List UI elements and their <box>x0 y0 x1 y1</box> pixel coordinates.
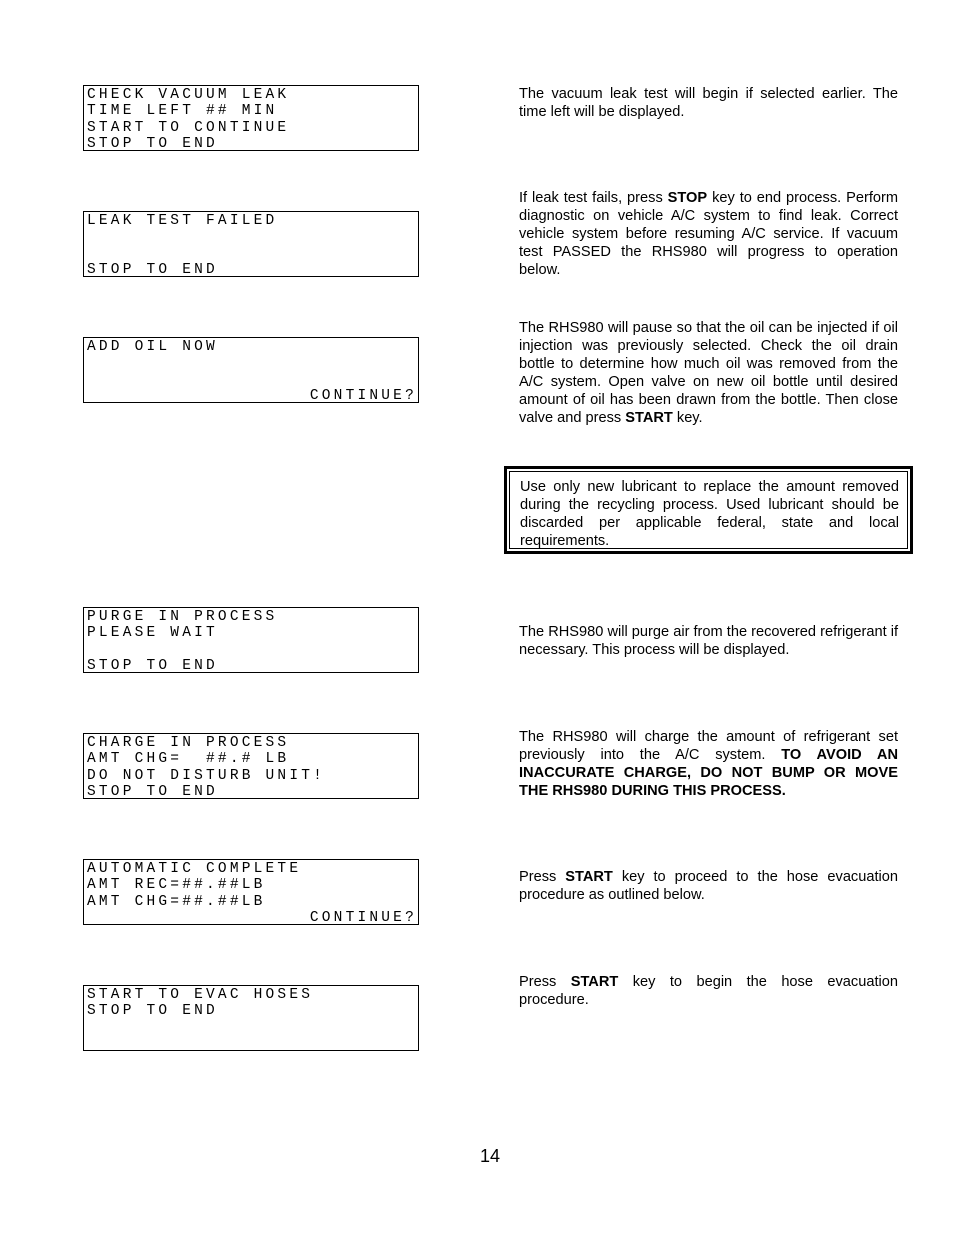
bold-text: START <box>570 974 619 990</box>
desc-vacuum-leak <box>519 85 898 121</box>
bold-text: START <box>565 869 613 885</box>
body-text: Press <box>519 869 566 885</box>
lcd-line: STOP TO END <box>87 1003 218 1020</box>
body-text: key. <box>672 410 703 426</box>
lcd-purge-in-process <box>83 607 419 673</box>
lcd-line: PURGE IN PROCESS <box>87 609 278 625</box>
lcd-line <box>87 1020 418 1036</box>
lcd-automatic-complete <box>83 859 419 925</box>
body-text: The RHS980 will charge the amount of refrigerant set previously into the A/C system. <box>519 729 898 763</box>
bold-text: TO AVOID AN INACCURATE CHARGE, DO NOT BUMP OR MOVE THE RHS980 DURING THIS PROCESS. <box>519 747 898 799</box>
lcd-leak-test-failed <box>83 211 419 277</box>
desc-add-oil <box>519 319 898 427</box>
body-text: Press <box>519 974 571 990</box>
lcd-line: CHARGE IN PROCESS <box>87 735 290 751</box>
lcd-line: STOP TO END <box>87 658 218 675</box>
lcd-line: ADD OIL NOW <box>87 339 218 355</box>
lcd-line: DO NOT DISTURB UNIT! <box>87 767 326 784</box>
lubricant-warning-text: Use only new lubricant to replace the amount removed during the recycling process. Used lubricant should be discarded per applicable federal, state and local requirements. <box>509 471 908 549</box>
desc-evac-hoses <box>519 973 898 1009</box>
lcd-line <box>87 642 418 658</box>
desc-charge <box>519 728 898 800</box>
body-text: If leak test fails, press <box>519 190 668 206</box>
lubricant-warning-box <box>504 466 913 554</box>
page-number: 14 <box>479 1146 501 1166</box>
lcd-line: STOP TO END <box>87 262 218 279</box>
lcd-line: STOP TO END <box>87 784 218 801</box>
lcd-check-vacuum-leak <box>83 85 419 151</box>
lcd-line: AMT REC=##.##LB <box>87 877 266 894</box>
lcd-add-oil-now <box>83 337 419 403</box>
body-text: key to end process. Perform diagnostic on vehicle A/C system to find leak. Correct vehicle system before resuming A/C service. If vacuum test PASSED the RHS980 will progress to operation below. <box>519 190 899 278</box>
lcd-line: START TO EVAC HOSES <box>87 987 314 1003</box>
body-text: key to proceed to the hose evacuation procedure as outlined below. <box>519 869 898 903</box>
lcd-start-to-evac-hoses <box>83 985 419 1051</box>
desc-leak-test-failed <box>519 189 898 279</box>
lcd-line: TIME LEFT ## MIN <box>87 103 278 120</box>
lcd-line <box>87 1036 418 1052</box>
lcd-line <box>87 246 418 262</box>
lcd-line: CHECK VACUUM LEAK <box>87 87 290 103</box>
body-text: key to begin the hose evacuation procedure. <box>519 974 898 1008</box>
lcd-line: AUTOMATIC COMPLETE <box>87 861 302 877</box>
lcd-line <box>87 229 418 245</box>
bold-text: STOP <box>667 190 708 206</box>
desc-purge <box>519 623 898 659</box>
lcd-charge-in-process <box>83 733 419 799</box>
body-text: The RHS980 will pause so that the oil can be injected if oil injection was previously selected. Check the oil drain bottle to determine how much oil was removed from the A/C system. Open valve on new oil bottle until desired amount of oil has been drawn from the bottle. Then close valve and press <box>519 320 898 426</box>
lcd-line: CONTINUE? <box>309 910 417 927</box>
body-text: The RHS980 will purge air from the recovered refrigerant if necessary. This process will be displayed. <box>519 624 898 658</box>
desc-automatic-complete <box>519 868 898 904</box>
lcd-line <box>87 372 418 388</box>
lcd-line: LEAK TEST FAILED <box>87 213 278 229</box>
lcd-line: AMT CHG= ##.# LB <box>87 751 290 768</box>
bold-text: START <box>625 410 673 426</box>
lcd-line: AMT CHG=##.##LB <box>87 893 266 910</box>
lcd-line: STOP TO END <box>87 136 218 153</box>
body-text: The vacuum leak test will begin if selected earlier. The time left will be displayed. <box>519 86 898 120</box>
lcd-line: CONTINUE? <box>309 388 417 405</box>
lcd-line: PLEASE WAIT <box>87 625 218 642</box>
lcd-line: START TO CONTINUE <box>87 119 290 136</box>
lcd-line <box>87 355 418 371</box>
